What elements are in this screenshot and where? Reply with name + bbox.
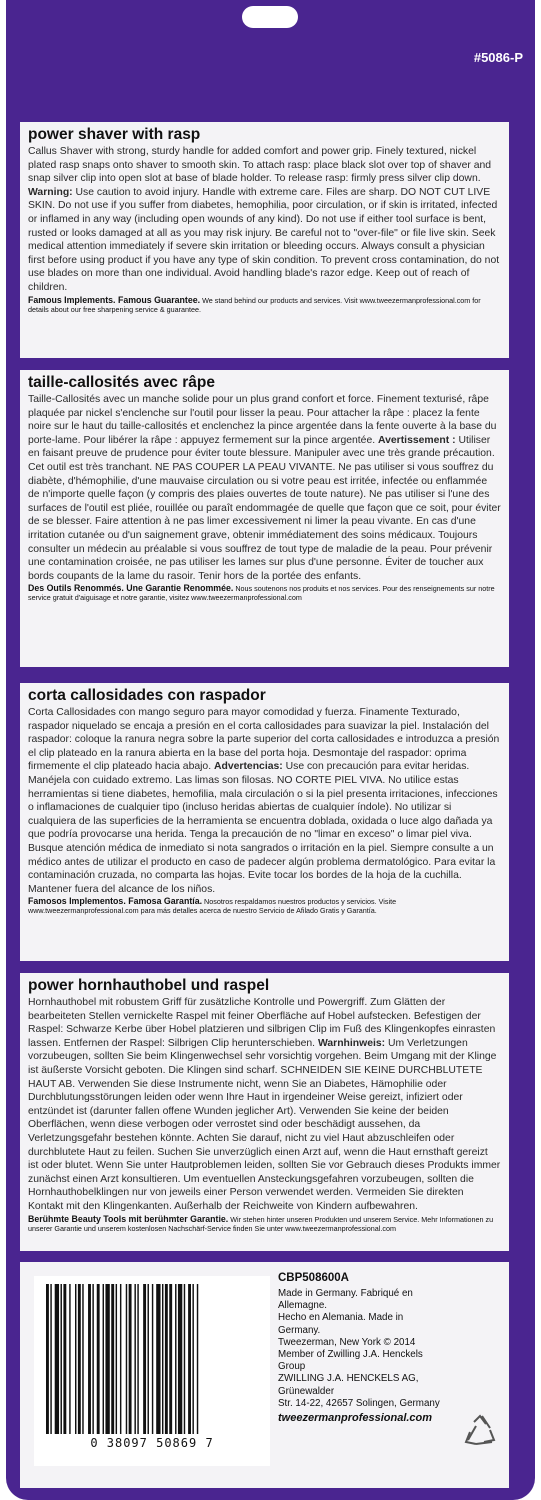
section-body [28,706,501,896]
warning-label: Advertencias: [214,761,283,773]
barcode-bar [61,1284,62,1434]
warning-label: Avertissement : [378,434,456,446]
barcode-bars [44,1284,260,1434]
barcode-bar [169,1284,172,1434]
barcode-bar [162,1284,163,1434]
barcode-bar [152,1284,153,1434]
section-body [28,996,501,1214]
section-spanish [20,683,509,961]
body-text: Um Verletzungen vorzubeugen, sollten Sie beim Klingenwechsel sehr vorsichtig vorgehen. Beim Umgang mit der Klinge ist äußerste Vorsicht geboten. Die Klingen sind scharf. SCHNEIDEN SIE KEINE DURCHBLUTETE HAUT AB. Verwenden Sie diese Instrumente nicht, wenn Sie an Diabetes, Hämophilie oder Durchblutungsstörungen leiden oder wenn Ihre Haut in irgendeiner Weise gereizt, infiziert oder entzündet ist (darunter fallen offene Wunden jeglicher Art). Verwenden Sie keine der beiden Oberflächen, wenn diese verbogen oder verrostet sind oder beschädigt aussehen, da Verletzungsgefahr bestehen könnte. Achten Sie darauf, nicht zu viel Haut abzuschleifen oder durchblutete Haut zu feilen. Suchen Sie unverzüglich einen Arzt auf, wenn die Haut ernsthaft gereizt ist oder blutet. Wenn Sie unter Hautproblemen leiden, sollten Sie vor Gebrauch dieses Produkts immer zunächst einen Arzt konsultieren. Um eventuellen Ansteckungsgefahren vorzubeugen, sollten die Hornhauthobelklingen nur von jeweils einer Person verwendet werden. Vermeiden Sie direkten Kontakt mit den Klingenkanten. Außerhalb der Reichweite von Kindern aufbewahren. [28,1037,501,1212]
barcode-bar [175,1284,176,1434]
barcode-bar [197,1284,198,1434]
barcode-bar [148,1284,149,1434]
hang-hole [242,6,298,28]
info-line: Hecho en Alemania. Made in Germany. [278,1312,404,1336]
barcode-bar [188,1284,191,1434]
barcode-bar [143,1284,146,1434]
section-title: corta callosidades con raspador [28,687,266,704]
section-title: taille-callosités avec râpe [28,374,215,391]
barcode-bar [126,1284,127,1434]
info-line: Made in Germany. Fabriqué en Allemagne. [278,1288,413,1312]
info-line: ZWILLING J.A. HENCKELS AG, Grünewalder [278,1373,419,1397]
barcode-bar [120,1284,121,1434]
barcode-bar [82,1284,83,1434]
website-label: tweezermanprofessional.com [278,1412,433,1425]
barcode-bar [46,1284,49,1434]
body-text: Taille-Callosités avec un manche solide pour un plus grand confort et force. Finement texturisé, râpe plaquée par nickel s'enclenche sur l'outil pour lisser la peau. Pour attacher la râpe : placez la fente noire sur le haut du taille-callosités et enclenchez la pince argentée dans la fente ouverte à la base du porte-lame. Pour libérer la râpe : appuyez fermement sur la pince argentée. [28,394,497,446]
guarantee-text: Wir stehen hinter unseren Produkten und unserem Service. Mehr Informationen zu unserer Garantie und unserem kostenlosen Nachschärf-Service finden Sie unter www.tweezermanprofessional.com [28,1214,494,1233]
product-code: CBP508600A [278,1272,349,1284]
body-text: Corta Callosidades con mango seguro para mayor comodidad y fuerza. Finamente Texturado, raspador niquelado se encaja a presión en el corta callosidades para suavizar la piel. Instalación del raspador: coloque la ranura negra sobre la parte superior del corta callosidades e introduzca a presión el clip plateado en la ranura abierta en la base del porta hoja. Desmontaje del raspador: oprima firmemente el clip plateado hacia abajo. [28,707,500,773]
barcode-bar [137,1284,138,1434]
guarantee-text: We stand behind our products and services. Visit www.tweezermanprofessional.com for details about our free sharpening service & guarantee. [28,295,481,314]
section-french [20,370,509,667]
section-german [20,973,509,1251]
barcode-bar [192,1284,193,1434]
guarantee-label: Famosos Implementos. Famosa Garantía. [28,896,203,907]
section-footer [28,584,501,602]
manufacturer-info [278,1272,448,1424]
body-text: Utiliser en faisant preuve de prudence pour éviter toute blessure. Manipuler avec une très grande précaution. Cet outil est très tranchant. NE PAS COUPER LA PEAU VIVANTE. Ne pas utiliser si vous souffrez du diabète, d'hémophilie, d'une mauvaise circulation ou si votre peau est irritée, infectée ou enflammée de n'importe quelle façon (y compris des plaies ouvertes de toute nature). Ne pas utiliser si l'une des surfaces de l'outil est pliée, rouillée ou paraît endommagée de quelle que façon que ce soit, pour éviter de se blesser. Faire attention à ne pas limer excessivement ni limer la peau vivante. En cas d'une irritation cutanée ou d'un saignement grave, obtenir immédiatement des soins médicaux. Toujours consulter un médecin au préalable si vous souffrez de tout type de maladie de la peau. Pour prévenir une contamination croisée, ne pas utiliser les lames sur plus d'une personne. Éviter de toucher aux bords coupants de la lame du rasoir. Tenir hors de la portée des enfants. [28,434,501,582]
barcode-bar [129,1284,132,1434]
guarantee-text: Nous soutenons nos produits et nos services. Pour des renseignements sur notre service gratuit d'aiguisage et notre garantie, visitez www.tweezermanprofessional.com [28,584,495,603]
warning-label: Warnhinweis: [317,1037,386,1049]
sku-label: #5086-P [473,50,523,65]
body-text: Use con precaución para evitar heridas. Manéjela con cuidado extremo. Las limas son filosas. NO CORTE PIEL VIVA. No utilice estas herramientas si tiene diabetes, hemofilia, mala circulación o si la piel presenta irritaciones, infecciones o inflamaciones de cualquier tipo (incluso heridas abiertas de cualquier índole). No utilizar si cualquiera de las superficies de la herramienta se encuentra doblada, oxidada o luce algo dañada ya que podría provocarse una herida. Tenga la precaución de no "limar en exceso" o limar piel viva. Busque atención médica de inmediato si nota sangrados o irritación en la piel. Siempre consulte a un médico antes de utilizar el producto en caso de padecer algún problema dermatológico. Para evitar la contaminación cruzada, no comparta las hojas. Evite tocar los bordes de la hoja de la cuchilla. Mantener fuera del alcance de los niños. [28,761,498,895]
barcode-bar [97,1284,100,1434]
guarantee-text: Nosotros respaldamos nuestros productos y servicios. Visite www.tweezermanprofessional.com para más detalles acerca de nuestro Servicio de Afilado Gratis y Garantía. [28,897,397,916]
guarantee-label: Des Outils Renommés. Une Garantie Renommée. [28,583,234,594]
guarantee-label: Berühmte Beauty Tools mit berühmter Garantie. [28,1213,229,1224]
barcode-bar [111,1284,114,1434]
section-footer [28,897,501,915]
barcode-bar [75,1284,76,1434]
barcode-bar [103,1284,104,1434]
barcode-bar [116,1284,117,1434]
barcode-bar [156,1284,160,1434]
barcode-bar [134,1284,135,1434]
info-line: Str. 14-22, 42657 Solingen, Germany [278,1397,440,1409]
barcode-bar [63,1284,66,1434]
barcode-bar [92,1284,93,1434]
section-english [20,122,509,358]
barcode-bar [165,1284,168,1434]
section-footer [28,296,501,314]
barcode-bar [178,1284,182,1434]
section-body [28,393,501,583]
barcode-bar [105,1284,109,1434]
body-text: Use caution to avoid injury. Handle with extreme care. Files are sharp. DO NOT CUT LIVE SKIN. Do not use if you suffer from diabetes, hemophilia, poor circulation, or if skin is irritated, infected or inflamed in any way (including open wounds of any kind). Do not use if either tool surface is bent, rusted or looks damaged at all as you may risk injury. Be careful not to "over-file" or file live skin. Seek medical attention immediately if severe skin irritation or bleeding occurs. Always consult a physician first before using product if you have any type of skin condition. To prevent cross contamination, do not use blades on more than one individual. Avoid handling blade's razor edge. Keep out of reach of children. [28,186,500,293]
section-title: power hornhauthobel und raspel [28,977,270,994]
section-body [28,145,501,295]
recycle-icon [460,1412,500,1452]
barcode-bar [69,1284,70,1434]
barcode-bar [184,1284,185,1434]
section-title: power shaver with rasp [28,126,201,143]
barcode-bar [88,1284,91,1434]
body-text: Callus Shaver with strong, sturdy handle for added comfort and power grip. Finely textured, nickel plated rasp snaps onto shaver to smooth skin. To attach rasp: place black slot over top of shaver and snap silver clip into open slot at base of blade holder. To release rasp: firmly press silver clip down. [28,146,492,185]
guarantee-label: Famous Implements. Famous Guarantee. [28,294,201,305]
warning-label: Warning: [28,186,73,198]
section-footer [28,1215,501,1233]
label-footer [20,1262,509,1488]
body-text: Hornhauthobel mit robustem Griff für zusätzliche Kontrolle und Powergriff. Zum Glätten der bearbeiteten Stellen vernickelte Raspel mit feiner Oberfläche auf Hobel aufstecken. Befestigen der Raspel: Schwarze Kerbe über Hobel platzieren und silbrigen Clip im Fuß des Klingenkopfes einrasten lassen. Entfernen der Raspel: Silbrigen Clip herunterschieben. [28,997,496,1049]
barcode-digits: 0 38097 50869 7 [90,1436,214,1450]
barcode [34,1276,270,1466]
info-line: Tweezerman, New York © 2014 [278,1336,416,1348]
barcode-bar [78,1284,81,1434]
barcode-bar [55,1284,59,1434]
barcode-bar [50,1284,51,1434]
info-line: Member of Zwilling J.A. Henckels Group [278,1349,423,1373]
